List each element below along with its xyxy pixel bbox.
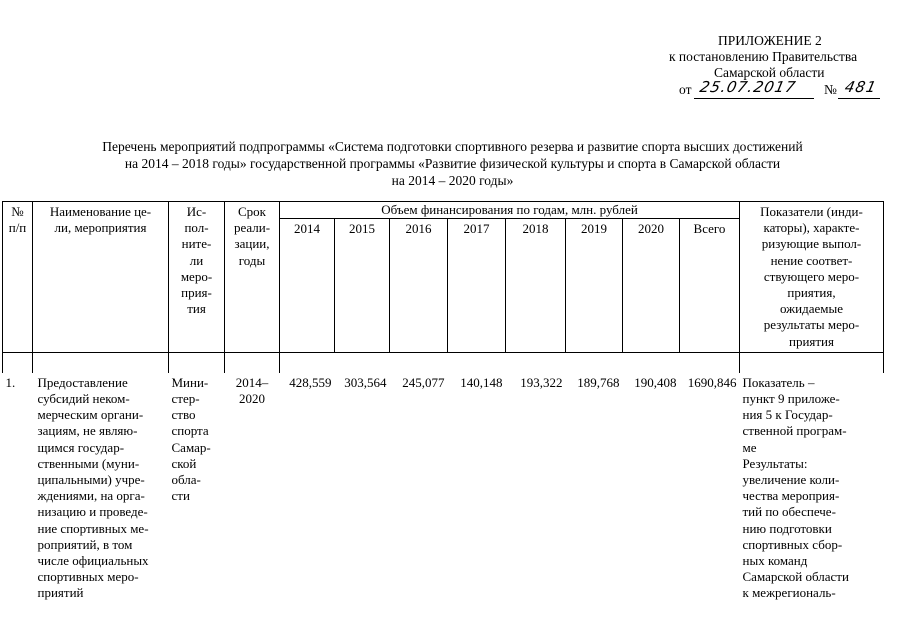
handwritten-date: 25.07.2017 — [698, 78, 798, 96]
row-value-2015: 303,564 — [344, 374, 387, 390]
row-value-2018: 193,322 — [520, 374, 563, 390]
document-title-line-3: на 2014 – 2020 годы» — [391, 173, 514, 188]
number-underline — [838, 98, 880, 99]
header-number: № п/п — [3, 202, 33, 353]
row-value-2016: 245,077 — [402, 374, 445, 390]
header-executors: Ис- пол- ните- ли меро- прия- тия — [169, 202, 225, 353]
appendix-resolution-line: к постановлению Правительства — [669, 49, 858, 64]
row-indicators: Показатель – пункт 9 приложе- ния 5 к Государ- ственной програм- ме Результаты: увеличение коли- чества мероприя- тий по обеспече- нию подготовки спортивных сбор- ных команд Самарской области к межрегиональ- — [742, 374, 849, 601]
header-year-2018: 2018 — [506, 219, 566, 353]
appendix-from-label: от — [679, 82, 692, 97]
row-value-2020: 190,408 — [634, 374, 677, 390]
row-value-2019: 189,768 — [577, 374, 620, 390]
header-funding: Объем финансирования по годам, млн. рублей — [280, 202, 740, 219]
row-value-2017: 140,148 — [460, 374, 503, 390]
header-total: Всего — [680, 219, 740, 353]
row-executor: Мини- стер- ство спорта Самар- ской обла- сти — [171, 374, 211, 504]
header-year-2014: 2014 — [280, 219, 335, 353]
header-name: Наименование це- ли, мероприятия — [33, 202, 169, 353]
header-year-2015: 2015 — [335, 219, 390, 353]
document-title-line-1: Перечень мероприятий подпрограммы «Система подготовки спортивного резерва и развитие спорта высших достижений — [102, 139, 803, 154]
handwritten-number: 481 — [843, 78, 879, 96]
row-value-2014: 428,559 — [289, 374, 332, 390]
table-row — [3, 373, 884, 633]
date-underline — [694, 98, 814, 99]
appendix-region-line: Самарской области — [714, 65, 825, 80]
header-year-2019: 2019 — [566, 219, 623, 353]
row-number: 1. — [5, 374, 16, 390]
row-value-total: 1690,846 — [687, 374, 737, 390]
document-title-line-2: на 2014 – 2018 годы» государственной программы «Развитие физической культуры и спорта в Самарской области — [124, 156, 781, 171]
header-year-2016: 2016 — [390, 219, 448, 353]
row-measure-name: Предоставление субсидий неком- мерческим органи- зациям, не являю- щимся государ- ственными (муни- ципальными) учре- ждениями, на орга- низацию и проведе- ние спортивных ме- роприятий, в том числе официальных спортивных меро- приятий — [37, 374, 149, 601]
table-header-row — [3, 202, 884, 219]
header-term: Срок реали- зации, годы — [225, 202, 280, 353]
table-row — [3, 353, 884, 373]
appendix-title: ПРИЛОЖЕНИЕ 2 — [718, 33, 822, 48]
header-year-2020: 2020 — [623, 219, 680, 353]
measures-table — [2, 201, 884, 633]
header-indicators: Показатели (инди- каторы), характе- ризующие выпол- нение соответ- ствующего меро- приятия, ожидаемые результаты меро- приятия — [740, 202, 884, 353]
appendix-number-label: № — [824, 82, 837, 97]
row-term: 2014– 2020 — [235, 374, 269, 406]
header-year-2017: 2017 — [448, 219, 506, 353]
